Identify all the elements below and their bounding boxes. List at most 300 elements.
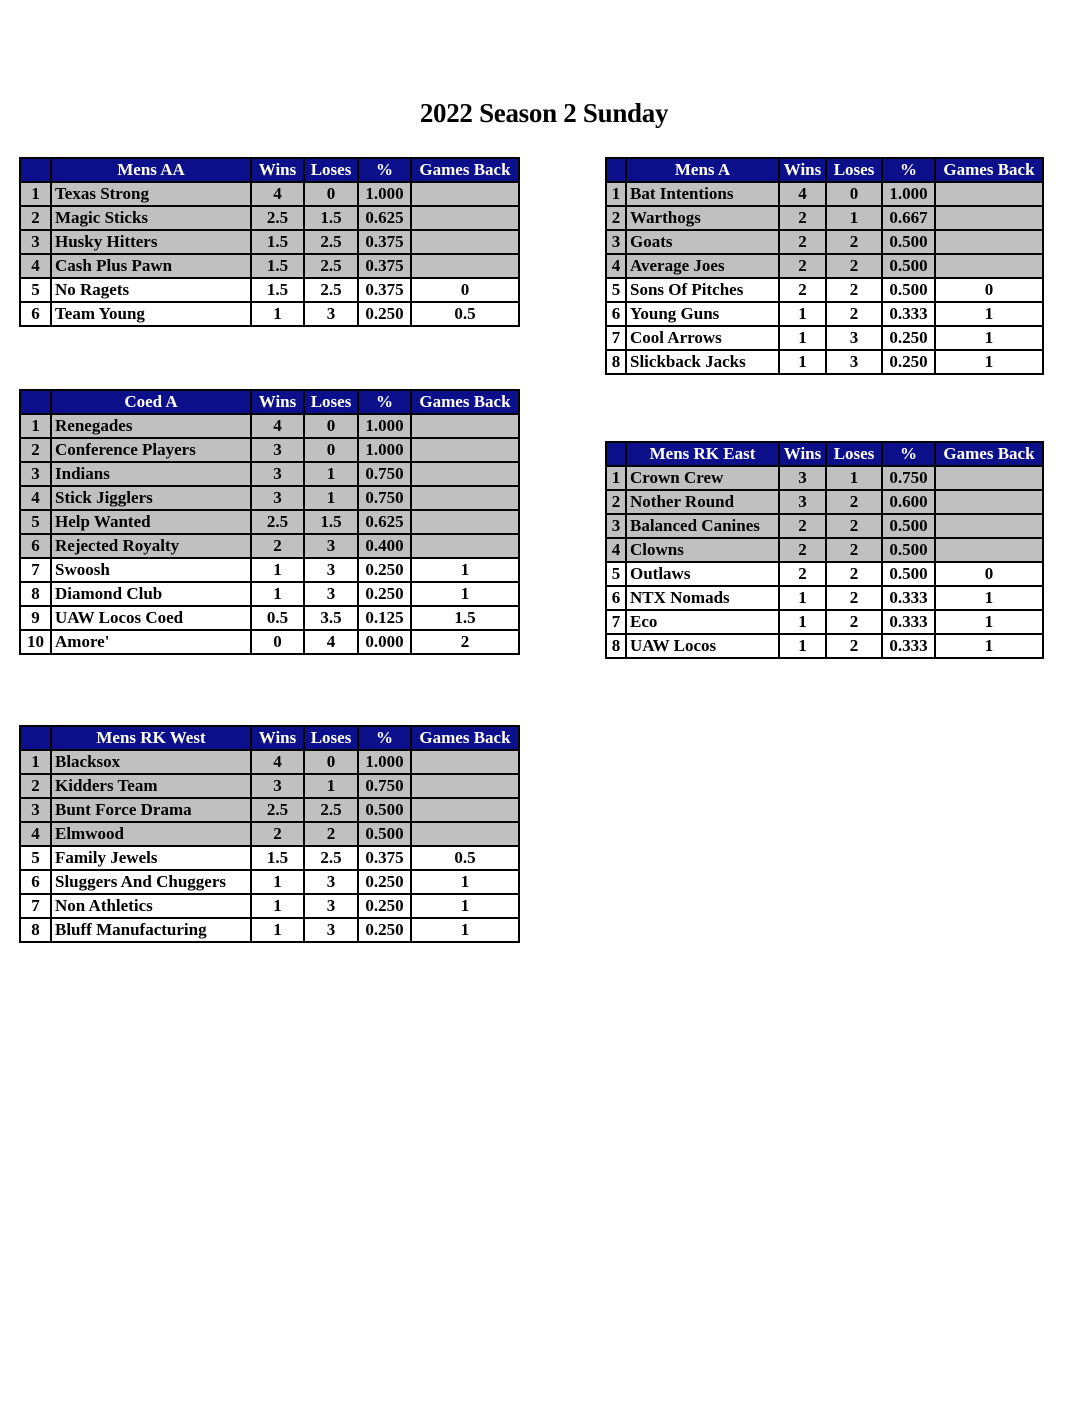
table-row [606,538,1043,562]
team-name-cell: Sons Of Pitches [626,278,779,302]
table-header-row [20,158,519,182]
games-back-cell: 1 [411,894,519,918]
table-header-row [606,442,1043,466]
wins-cell: 1.5 [251,846,304,870]
division-name-header: Mens RK East [626,442,779,466]
games-back-cell [411,486,519,510]
pct-header: % [358,158,411,182]
loses-cell: 0 [304,182,358,206]
games-back-cell: 0.5 [411,846,519,870]
wins-cell: 1 [251,558,304,582]
pct-cell: 0.500 [882,514,935,538]
games-back-cell [935,466,1043,490]
loses-cell: 3.5 [304,606,358,630]
games-back-cell: 1 [935,586,1043,610]
table-row [606,514,1043,538]
table-row [606,610,1043,634]
team-name-cell: Conference Players [51,438,251,462]
standings-table-mens-aa [19,157,520,327]
pct-cell: 0.375 [358,846,411,870]
team-name-cell: Eco [626,610,779,634]
loses-cell: 0 [826,182,882,206]
table-row [20,582,519,606]
table-row [20,774,519,798]
wins-cell: 3 [251,462,304,486]
wins-cell: 2 [779,562,826,586]
loses-cell: 2 [826,610,882,634]
rank-header [606,442,626,466]
pct-header: % [882,442,935,466]
rank-cell: 3 [20,462,51,486]
table-row [20,558,519,582]
rank-cell: 4 [606,254,626,278]
rank-cell: 5 [20,846,51,870]
table-row [606,586,1043,610]
games-back-cell [411,438,519,462]
games-back-cell [411,822,519,846]
team-name-cell: Diamond Club [51,582,251,606]
wins-cell: 1 [251,582,304,606]
team-name-cell: Sluggers And Chuggers [51,870,251,894]
games-back-cell [935,514,1043,538]
wins-header: Wins [779,158,826,182]
games-back-cell [411,254,519,278]
table-row [20,822,519,846]
loses-cell: 2 [826,514,882,538]
division-name-header: Mens AA [51,158,251,182]
team-name-cell: Swoosh [51,558,251,582]
rank-cell: 2 [606,206,626,230]
wins-cell: 2 [251,822,304,846]
pct-cell: 0.250 [358,582,411,606]
pct-cell: 0.500 [358,822,411,846]
rank-cell: 5 [606,278,626,302]
loses-cell: 1.5 [304,206,358,230]
games-back-cell: 1 [411,870,519,894]
wins-cell: 0.5 [251,606,304,630]
rank-cell: 2 [20,206,51,230]
table-row [20,182,519,206]
team-name-cell: NTX Nomads [626,586,779,610]
wins-cell: 1 [779,302,826,326]
loses-cell: 2 [826,586,882,610]
team-name-cell: Outlaws [626,562,779,586]
games-back-cell: 1 [935,634,1043,658]
loses-cell: 2 [826,634,882,658]
pct-cell: 0.500 [882,562,935,586]
games-back-cell: 0 [935,278,1043,302]
table-row [606,254,1043,278]
pct-cell: 0.250 [882,350,935,374]
loses-cell: 3 [826,350,882,374]
games-back-cell: 2 [411,630,519,654]
rank-cell: 1 [606,182,626,206]
pct-cell: 0.750 [358,486,411,510]
loses-cell: 0 [304,414,358,438]
wins-cell: 2 [779,278,826,302]
pct-cell: 0.500 [358,798,411,822]
table-row [606,350,1043,374]
pct-header: % [358,390,411,414]
rank-cell: 8 [606,350,626,374]
standings-table-mens-rk-east [605,441,1044,659]
games-back-cell [935,538,1043,562]
pct-cell: 0.500 [882,278,935,302]
loses-cell: 2 [826,302,882,326]
rank-cell: 2 [20,438,51,462]
loses-cell: 3 [304,894,358,918]
table-row [606,230,1043,254]
games-back-cell: 1 [411,918,519,942]
games-back-cell: 1.5 [411,606,519,630]
rank-cell: 10 [20,630,51,654]
games-back-cell: 1 [935,302,1043,326]
games-back-cell: 1 [935,350,1043,374]
loses-cell: 2 [826,490,882,514]
pct-cell: 1.000 [882,182,935,206]
games-back-header: Games Back [935,158,1043,182]
rank-cell: 3 [606,514,626,538]
table-row [20,918,519,942]
pct-cell: 0.125 [358,606,411,630]
wins-cell: 4 [251,414,304,438]
team-name-cell: Team Young [51,302,251,326]
standings-table-mens-a [605,157,1044,375]
loses-cell: 1 [826,206,882,230]
loses-cell: 2 [826,230,882,254]
games-back-header: Games Back [411,390,519,414]
wins-cell: 2 [779,254,826,278]
loses-cell: 2 [826,538,882,562]
loses-cell: 2 [826,278,882,302]
team-name-cell: Elmwood [51,822,251,846]
games-back-header: Games Back [935,442,1043,466]
rank-cell: 5 [606,562,626,586]
team-name-cell: Young Guns [626,302,779,326]
wins-cell: 3 [251,486,304,510]
games-back-cell [411,774,519,798]
pct-cell: 0.500 [882,538,935,562]
team-name-cell: Warthogs [626,206,779,230]
wins-cell: 1 [251,870,304,894]
team-name-cell: Crown Crew [626,466,779,490]
page-title: 2022 Season 2 Sunday [419,98,669,128]
games-back-cell [935,254,1043,278]
table-row [20,534,519,558]
table-row [20,750,519,774]
loses-cell: 3 [826,326,882,350]
table-row [606,466,1043,490]
pct-cell: 0.375 [358,278,411,302]
wins-cell: 1 [779,350,826,374]
pct-cell: 0.000 [358,630,411,654]
loses-cell: 2.5 [304,254,358,278]
loses-cell: 2.5 [304,230,358,254]
team-name-cell: Kidders Team [51,774,251,798]
wins-cell: 4 [251,750,304,774]
pct-cell: 0.250 [358,870,411,894]
pct-cell: 0.375 [358,230,411,254]
loses-cell: 2 [826,562,882,586]
pct-cell: 0.750 [358,774,411,798]
table-row [606,562,1043,586]
team-name-cell: Balanced Canines [626,514,779,538]
team-name-cell: Indians [51,462,251,486]
wins-cell: 2 [779,514,826,538]
loses-cell: 1 [826,466,882,490]
pct-cell: 0.375 [358,254,411,278]
rank-cell: 5 [20,278,51,302]
team-name-cell: Renegades [51,414,251,438]
games-back-cell [411,534,519,558]
rank-header [20,726,51,750]
wins-cell: 2 [779,538,826,562]
rank-cell: 8 [606,634,626,658]
rank-cell: 1 [20,750,51,774]
rank-cell: 1 [20,182,51,206]
table-row [20,846,519,870]
rank-cell: 7 [606,326,626,350]
rank-cell: 3 [606,230,626,254]
loses-cell: 2.5 [304,798,358,822]
team-name-cell: Texas Strong [51,182,251,206]
rank-cell: 6 [606,586,626,610]
games-back-cell [411,462,519,486]
games-back-cell [411,414,519,438]
rank-cell: 8 [20,918,51,942]
games-back-cell: 1 [935,326,1043,350]
wins-cell: 1.5 [251,230,304,254]
table-row [606,206,1043,230]
table-row [606,182,1043,206]
wins-cell: 1 [779,634,826,658]
games-back-cell: 1 [935,610,1043,634]
rank-cell: 8 [20,582,51,606]
games-back-header: Games Back [411,158,519,182]
table-row [606,326,1043,350]
wins-cell: 1 [779,610,826,634]
wins-cell: 0 [251,630,304,654]
table-row [20,230,519,254]
pct-cell: 0.500 [882,254,935,278]
rank-cell: 2 [20,774,51,798]
games-back-cell [411,230,519,254]
loses-header: Loses [304,726,358,750]
wins-cell: 1 [251,302,304,326]
loses-header: Loses [304,390,358,414]
pct-cell: 0.625 [358,206,411,230]
wins-cell: 2 [251,534,304,558]
team-name-cell: Goats [626,230,779,254]
games-back-cell [935,182,1043,206]
wins-cell: 1 [779,326,826,350]
pct-cell: 0.750 [358,462,411,486]
games-back-cell [411,750,519,774]
loses-cell: 3 [304,582,358,606]
table-row [606,278,1043,302]
rank-cell: 3 [20,798,51,822]
table-header-row [20,726,519,750]
table-row [20,630,519,654]
games-back-cell: 1 [411,558,519,582]
games-back-cell: 0.5 [411,302,519,326]
rank-header [20,158,51,182]
games-back-header: Games Back [411,726,519,750]
rank-header [606,158,626,182]
rank-cell: 2 [606,490,626,514]
rank-cell: 6 [20,302,51,326]
games-back-cell [935,230,1043,254]
table-row [20,510,519,534]
table-row [20,302,519,326]
rank-cell: 4 [20,254,51,278]
loses-cell: 2.5 [304,278,358,302]
wins-cell: 2 [779,230,826,254]
wins-cell: 4 [251,182,304,206]
pct-cell: 0.400 [358,534,411,558]
games-back-cell [935,490,1043,514]
team-name-cell: Cool Arrows [626,326,779,350]
pct-cell: 1.000 [358,414,411,438]
wins-cell: 3 [251,438,304,462]
team-name-cell: Bunt Force Drama [51,798,251,822]
team-name-cell: Stick Jigglers [51,486,251,510]
games-back-cell [411,206,519,230]
games-back-cell: 1 [411,582,519,606]
table-row [606,302,1043,326]
team-name-cell: Magic Sticks [51,206,251,230]
wins-header: Wins [251,726,304,750]
team-name-cell: Blacksox [51,750,251,774]
loses-cell: 0 [304,438,358,462]
pct-cell: 1.000 [358,182,411,206]
wins-cell: 2 [779,206,826,230]
loses-cell: 1 [304,774,358,798]
games-back-cell: 0 [411,278,519,302]
rank-cell: 9 [20,606,51,630]
wins-cell: 3 [251,774,304,798]
pct-cell: 0.500 [882,230,935,254]
team-name-cell: Husky Hitters [51,230,251,254]
wins-cell: 1 [251,894,304,918]
table-row [20,414,519,438]
games-back-cell [411,798,519,822]
loses-header: Loses [826,442,882,466]
table-row [20,894,519,918]
wins-cell: 3 [779,490,826,514]
team-name-cell: Help Wanted [51,510,251,534]
table-row [606,634,1043,658]
rank-cell: 4 [20,822,51,846]
rank-header [20,390,51,414]
pct-cell: 0.667 [882,206,935,230]
wins-header: Wins [779,442,826,466]
pct-cell: 1.000 [358,438,411,462]
loses-cell: 2.5 [304,846,358,870]
wins-cell: 1.5 [251,254,304,278]
wins-cell: 2.5 [251,206,304,230]
loses-cell: 3 [304,558,358,582]
loses-cell: 1 [304,486,358,510]
table-row [20,278,519,302]
rank-cell: 7 [20,558,51,582]
games-back-cell: 0 [935,562,1043,586]
table-row [20,462,519,486]
team-name-cell: No Ragets [51,278,251,302]
table-row [20,254,519,278]
wins-header: Wins [251,390,304,414]
loses-cell: 3 [304,534,358,558]
loses-cell: 2 [304,822,358,846]
team-name-cell: Rejected Royalty [51,534,251,558]
pct-cell: 0.333 [882,302,935,326]
loses-cell: 1 [304,462,358,486]
table-header-row [20,390,519,414]
pct-cell: 0.333 [882,634,935,658]
pct-cell: 0.250 [358,918,411,942]
rank-cell: 1 [606,466,626,490]
rank-cell: 4 [20,486,51,510]
wins-cell: 1.5 [251,278,304,302]
pct-header: % [882,158,935,182]
loses-header: Loses [304,158,358,182]
rank-cell: 3 [20,230,51,254]
wins-cell: 2.5 [251,510,304,534]
standings-table-coed-a [19,389,520,655]
wins-cell: 2.5 [251,798,304,822]
table-row [20,206,519,230]
team-name-cell: Nother Round [626,490,779,514]
rank-cell: 6 [20,534,51,558]
team-name-cell: Cash Plus Pawn [51,254,251,278]
team-name-cell: UAW Locos Coed [51,606,251,630]
wins-header: Wins [251,158,304,182]
loses-cell: 3 [304,302,358,326]
rank-cell: 5 [20,510,51,534]
table-row [20,606,519,630]
standings-table-mens-rk-west [19,725,520,943]
pct-cell: 0.333 [882,610,935,634]
rank-cell: 7 [606,610,626,634]
loses-cell: 2 [826,254,882,278]
team-name-cell: Bat Intentions [626,182,779,206]
table-row [20,798,519,822]
pct-header: % [358,726,411,750]
rank-cell: 6 [606,302,626,326]
team-name-cell: Bluff Manufacturing [51,918,251,942]
table-row [606,490,1043,514]
pct-cell: 0.250 [358,558,411,582]
team-name-cell: Slickback Jacks [626,350,779,374]
table-row [20,486,519,510]
division-name-header: Mens A [626,158,779,182]
team-name-cell: Amore' [51,630,251,654]
team-name-cell: Average Joes [626,254,779,278]
wins-cell: 1 [779,586,826,610]
team-name-cell: Clowns [626,538,779,562]
games-back-cell [935,206,1043,230]
table-row [20,438,519,462]
pct-cell: 0.600 [882,490,935,514]
team-name-cell: Non Athletics [51,894,251,918]
pct-cell: 0.625 [358,510,411,534]
division-name-header: Coed A [51,390,251,414]
pct-cell: 1.000 [358,750,411,774]
pct-cell: 0.333 [882,586,935,610]
loses-cell: 4 [304,630,358,654]
wins-cell: 1 [251,918,304,942]
rank-cell: 6 [20,870,51,894]
